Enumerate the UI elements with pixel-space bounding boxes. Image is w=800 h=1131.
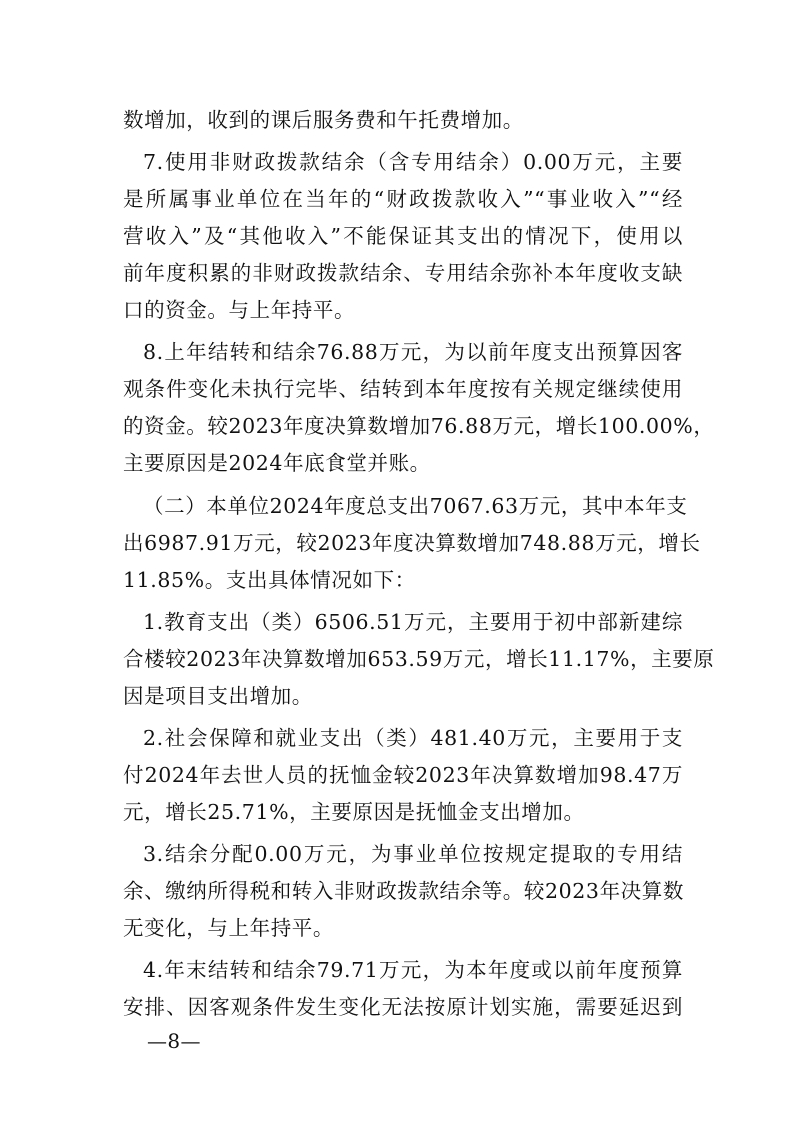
text-line: 因是项目支出增加。 — [123, 684, 313, 708]
text-line: 1.教育支出（类）6506.51万元，主要用于初中部新建综 — [143, 610, 683, 634]
text-line: 7.使用非财政拨款结余（含专用结余）0.00万元，主要 — [143, 150, 683, 174]
text-line: 安排、因客观条件发生变化无法按原计划实施，需要延迟到 — [123, 995, 683, 1019]
text-line: 2.社会保障和就业支出（类）481.40万元，主要用于支 — [143, 726, 683, 750]
text-line: 口的资金。与上年持平。 — [123, 298, 356, 322]
text-line: 是所属事业单位在当年的“财政拨款收入”“事业收入”“经 — [123, 187, 683, 211]
text-line: 3.结余分配0.00万元，为事业单位按规定提取的专用结 — [143, 842, 683, 866]
page-number: —8— — [147, 1029, 201, 1053]
text-line: 前年度积累的非财政拨款结余、专用结余弥补本年度收支缺 — [123, 261, 683, 285]
text-line: 合楼较2023年决算数增加653.59万元，增长11.17%，主要原 — [123, 647, 715, 671]
text-line: 11.85%。支出具体情况如下： — [123, 568, 416, 592]
text-line: 主要原因是2024年底食堂并账。 — [123, 451, 431, 475]
text-line: 出6987.91万元，较2023年度决算数增加748.88万元，增长 — [123, 531, 701, 555]
text-line: 元，增长25.71%，主要原因是抚恤金支出增加。 — [123, 800, 585, 824]
text-line: 数增加，收到的课后服务费和午托费增加。 — [123, 108, 524, 132]
text-line: 余、缴纳所得税和转入非财政拨款结余等。较2023年决算数 — [123, 879, 684, 903]
text-line: 8.上年结转和结余76.88万元，为以前年度支出预算因客 — [143, 340, 683, 364]
text-line: （二）本单位2024年度总支出7067.63万元，其中本年支 — [143, 494, 688, 518]
text-line: 的资金。较2023年度决算数增加76.88万元，增长100.00%， — [123, 414, 715, 438]
text-line: 4.年末结转和结余79.71万元，为本年度或以前年度预算 — [143, 958, 683, 982]
text-line: 观条件变化未执行完毕、结转到本年度按有关规定继续使用 — [123, 377, 683, 401]
text-line: 无变化，与上年持平。 — [123, 916, 334, 940]
text-line: 营收入”及“其他收入”不能保证其支出的情况下，使用以 — [123, 224, 683, 248]
text-line: 付2024年去世人员的抚恤金较2023年决算数增加98.47万 — [123, 763, 683, 787]
